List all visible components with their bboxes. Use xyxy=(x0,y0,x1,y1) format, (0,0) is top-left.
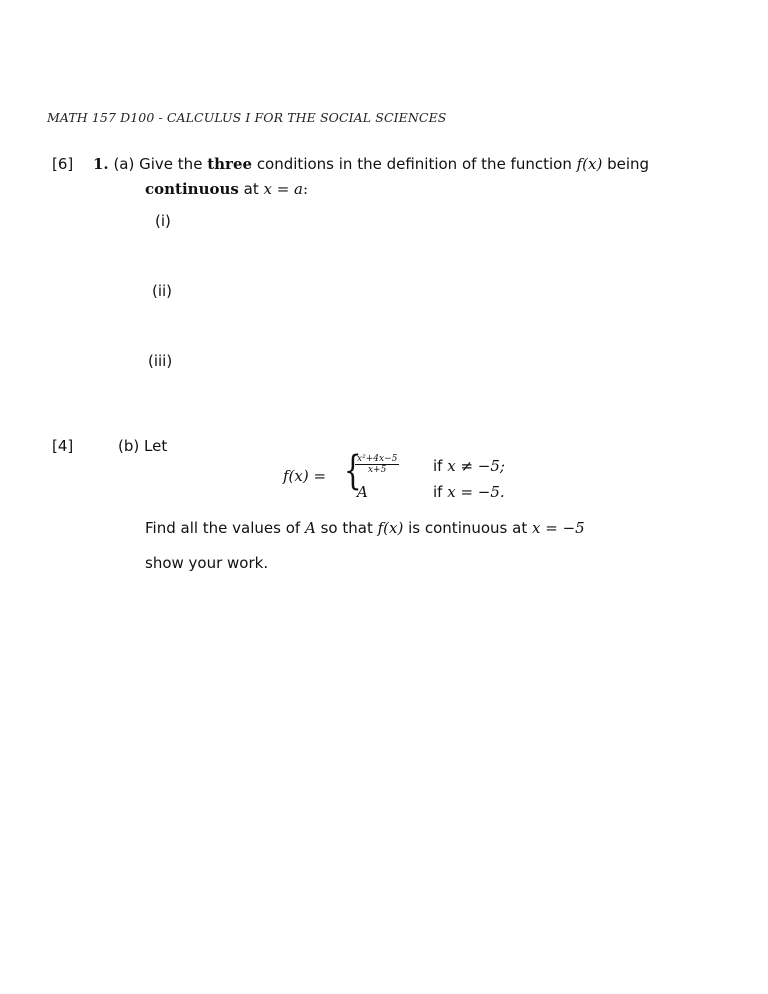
fraction xyxy=(355,454,399,475)
find-values-instruction xyxy=(145,519,585,537)
part-a-points: [6] xyxy=(52,155,74,173)
condition-ii-label: (ii) xyxy=(152,282,173,300)
part-b-points: [4] xyxy=(52,437,74,455)
text: conditions in the definition of the function xyxy=(256,155,572,173)
math-fx: f(x) xyxy=(377,519,404,537)
case-1-condition xyxy=(433,457,505,475)
math-condition: x = −5. xyxy=(447,483,505,501)
math-A: A xyxy=(304,519,316,537)
question-1-line2 xyxy=(145,180,308,198)
colon: : xyxy=(303,180,309,198)
left-brace: { xyxy=(343,448,362,494)
part-a-label: (a) xyxy=(113,155,135,173)
piecewise-lhs xyxy=(283,467,326,485)
math-x-eq-a: x = a xyxy=(263,180,303,198)
condition-i-label: (i) xyxy=(155,212,171,230)
condition-iii-label: (iii) xyxy=(148,352,173,370)
text-if: if xyxy=(433,457,443,475)
math-A: A xyxy=(357,483,368,501)
case-2-condition xyxy=(433,483,505,501)
show-work-instruction: show your work. xyxy=(145,554,269,572)
math-x-eq-neg5: x = −5 xyxy=(532,519,585,537)
text: being xyxy=(607,155,650,173)
question-1-line1 xyxy=(93,155,649,173)
case-2-expression xyxy=(357,483,368,501)
emphasis-continuous: continuous xyxy=(145,180,239,198)
case-1-expression xyxy=(355,454,399,475)
fraction-numerator: x²+4x−5 xyxy=(357,454,398,464)
text: Find all the values of xyxy=(145,519,301,537)
text: Give the xyxy=(139,155,203,173)
text: is continuous at xyxy=(408,519,528,537)
text: at xyxy=(243,180,259,198)
text-if: if xyxy=(433,483,443,501)
math-fx: f(x) xyxy=(576,155,603,173)
emphasis-three: three xyxy=(207,155,253,173)
math-fx-equals: f(x) = xyxy=(283,467,327,485)
course-header: MATH 157 D100 - CALCULUS I FOR THE SOCIAL SCIENCES xyxy=(47,110,447,125)
text: so that xyxy=(320,519,373,537)
question-number: 1. xyxy=(93,155,109,173)
part-b-label: (b) Let xyxy=(118,437,168,455)
math-condition: x ≠ −5; xyxy=(447,457,505,475)
fraction-denominator: x+5 xyxy=(367,465,387,475)
